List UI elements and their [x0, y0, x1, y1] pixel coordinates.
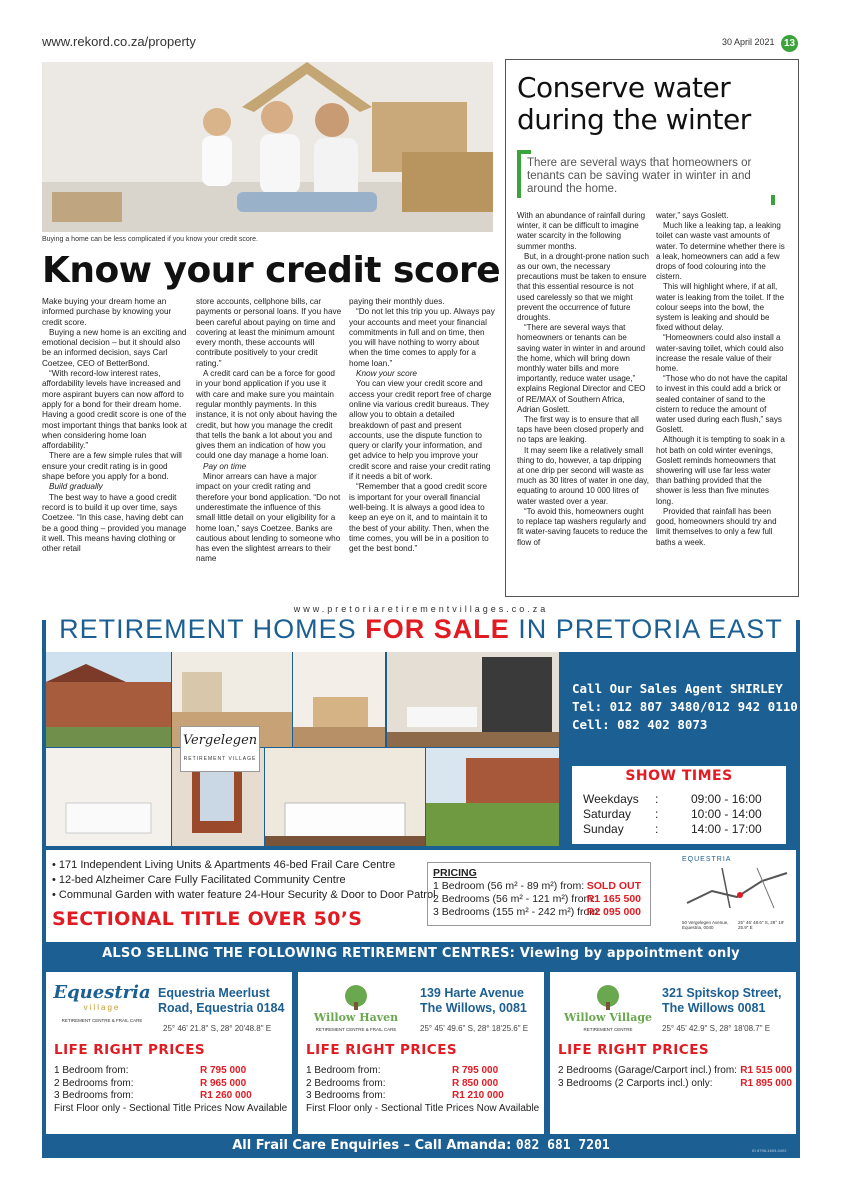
article1-column-2: [196, 297, 342, 565]
centre-coords: 25° 45' 42.9" S, 28° 18'08.7" E: [662, 1024, 771, 1033]
title-part: IN PRETORIA EAST: [518, 614, 783, 644]
time: 09:00 - 16:00: [691, 792, 762, 806]
logo-subtitle: village: [83, 1003, 121, 1012]
price-row: [306, 1065, 542, 1078]
price-desc: 3 Bedrooms (2 Carports incl.) only:: [558, 1077, 713, 1089]
centre-coords: 25° 45' 49.6" S, 28° 18'25.6" E: [420, 1024, 529, 1033]
feature-item: • 12-bed Alzheimer Care Fully Facilitated Community Centre: [52, 874, 346, 886]
price-row: [54, 1065, 290, 1078]
time: 10:00 - 14:00: [691, 807, 762, 821]
location-map: [682, 856, 792, 940]
paragraph: “Remember that a good credit score is important for your overall financial well-being. It is always a good idea to keep an eye on it, and to maintain it to the best of your ability. Then, when the time comes, you will be in a position to get the best bond.”: [349, 482, 489, 554]
price-value: R1 260 000: [200, 1090, 252, 1101]
paragraph: This will highlight where, if at all, water is leaking from the toilet. If the colour seeps into the bowl, the system is leaking and should be fixed without delay.: [656, 282, 785, 333]
price-desc: 2 Bedrooms (Garage/Carport incl.) from:: [558, 1065, 737, 1076]
article1-headline: Know your credit score: [42, 250, 501, 291]
price-desc: 2 Bedrooms (56 m² - 121 m²) from:: [433, 893, 596, 905]
title-for-sale: FOR SALE: [365, 614, 510, 644]
logo-name: Equestria: [53, 982, 151, 1003]
paragraph: Buying a new home is an exciting and emotional decision – but it should also be an informed decision, says Carl Coetzee, CEO of BetterBond.: [42, 327, 187, 368]
bedroom-photo: [265, 748, 425, 846]
separator: :: [655, 807, 659, 821]
map-label: EQUESTRIA: [682, 856, 732, 863]
quote-bar: [517, 150, 521, 198]
life-right-prices-heading: LIFE RIGHT PRICES: [306, 1042, 458, 1058]
tree-icon: [336, 984, 376, 1010]
price-desc: 1 Bedroom (56 m² - 89 m²) from:: [433, 880, 585, 892]
paragraph: Minor arrears can have a major impact on your credit rating and therefore your bond application. “Do not underestimate the influence of this small little detail on your eligibility for a home loan,” says Coetzee. Banks are cautious about lending to someone who has even the slightest arrears to their name: [196, 472, 341, 564]
article1-column-3: [349, 297, 495, 554]
paragraph: With an abundance of rainfall during winter, it can be difficult to imagine water scarcity in the following summer months.: [517, 211, 646, 251]
centre-address: [420, 986, 544, 1016]
subheading: Pay on time: [203, 461, 247, 471]
quote-bar: [517, 150, 531, 154]
price-row: [54, 1078, 290, 1091]
address-line: 139 Harte Avenue: [420, 986, 524, 1000]
logo-name: Willow Haven: [313, 1011, 399, 1024]
price-row: [558, 1065, 794, 1078]
logo-tagline: RETIREMENT CENTRE & FRAIL CARE: [61, 1018, 143, 1023]
day: Weekdays: [583, 792, 639, 806]
price-row: [433, 906, 645, 919]
price-list: [558, 1065, 794, 1090]
family-photo: [42, 62, 493, 232]
price-value: R1 515 000: [740, 1065, 792, 1076]
price-row: [54, 1090, 290, 1103]
centre-card-willow-haven: [298, 972, 544, 1134]
feature-item: • Communal Garden with water feature 24-Hour Security & Door to Door Patrol: [52, 889, 436, 901]
time: 14:00 - 17:00: [691, 822, 762, 836]
article1-column-1: [42, 297, 188, 554]
contact-phone[interactable]: Tel: 012 807 3480/012 942 0110: [572, 699, 798, 714]
address-line: Road, Equestria 0184: [158, 1001, 285, 1015]
separator: :: [655, 792, 659, 806]
logo-subtitle: RETIREMENT VILLAGE: [183, 756, 257, 762]
logo-name: Willow Village: [563, 1011, 653, 1024]
feature-item: • 171 Independent Living Units & Apartments 46-bed Frail Care Centre: [52, 859, 396, 871]
paragraph: Provided that rainfall has been good, homeowners should try and limit themselves to only a few full baths a week.: [656, 506, 777, 547]
centre-card-equestria: [46, 972, 292, 1134]
show-time-row: [583, 807, 783, 822]
price-value: R 965 000: [200, 1077, 247, 1089]
price-value: R2 095 000: [586, 906, 641, 918]
frail-care-text: All Frail Care Enquiries – Call Amanda:: [232, 1138, 512, 1153]
address-line: 321 Spitskop Street,: [662, 986, 782, 1000]
price-value: R1 165 500: [586, 893, 641, 905]
contact-line: Call Our Sales Agent SHIRLEY: [572, 681, 783, 696]
centre-address: [662, 986, 796, 1016]
paragraph: It may seem like a relatively small thing to do, however, a tap dripping at one drip per second will waste as much as 30 litres of water in one day, equating to around 10 000 litres of water wasted over a year.: [517, 445, 649, 506]
price-desc: 3 Bedrooms from:: [54, 1090, 134, 1101]
map-coords: 25° 46' 48.6" S, 28° 19' 25.9" E: [738, 920, 785, 930]
also-selling-banner: ALSO SELLING THE FOLLOWING RETIREMENT CENTRES: Viewing by appointment only: [102, 946, 740, 961]
address-line: Equestria Meerlust: [158, 986, 270, 1000]
logo-tagline: RETIREMENT CENTRE & FRAIL CARE: [315, 1027, 397, 1032]
subheading: Build gradually: [49, 482, 103, 492]
price-list: [306, 1065, 542, 1115]
paragraph: paying their monthly dues.: [349, 297, 445, 306]
header-date: 30 April 2021: [722, 37, 775, 47]
header-url[interactable]: www.rekord.co.za/property: [42, 34, 196, 49]
map-roads-icon: [682, 863, 792, 913]
quote-bar: [771, 195, 775, 205]
price-row: [306, 1078, 542, 1091]
page-number-badge: 13: [781, 35, 798, 52]
logo-tagline: RETIREMENT CENTRE: [583, 1027, 633, 1032]
pricing-box: [427, 862, 651, 926]
price-row: [433, 880, 645, 893]
price-row: [433, 893, 645, 906]
life-right-prices-heading: LIFE RIGHT PRICES: [558, 1042, 710, 1058]
paragraph: “There are several ways that homeowners or tenants can be saving water in winter in and around the home, which will bring down monthly water bills and more importantly, reduce water usage,” explains Regional Director and CEO of RE/MAX of Southern Africa, Adrian Goslett.: [517, 323, 646, 414]
advert-url[interactable]: www.pretoriaretirementvillages.co.za: [293, 604, 549, 614]
address-line: The Willows 0081: [662, 1001, 766, 1015]
price-row: [558, 1078, 794, 1091]
address-line: The Willows, 0081: [420, 1001, 527, 1015]
lounge-photo: [387, 652, 559, 747]
article2-headline: Conserve water during the winter: [517, 71, 751, 136]
paragraph: You can view your credit score and access your credit report free of charge online via various credit bureaus. They allow you to obtain a detailed breakdown of past and present accounts, use the dispute function to query or clarify your information, and get advice to help you improve your credit score and raise your credit rating if it needs a bit of work.: [349, 379, 492, 482]
paragraph: Much like a leaking tap, a leaking toilet can waste vast amounts of water. To determine whether there is a leak, homeowners can add a few drops of food colouring into the cistern.: [656, 221, 785, 282]
sales-contact: [572, 680, 798, 734]
price-desc: 1 Bedroom from:: [54, 1065, 129, 1076]
price-value: R1 895 000: [740, 1077, 792, 1089]
pricing-label: PRICING: [433, 867, 477, 879]
paragraph: “Do not let this trip you up. Always pay your accounts and meet your financial commitments in full and on time, then you will have nothing to worry about when the time comes to apply for a home loan.”: [349, 307, 495, 368]
tree-icon: [588, 984, 628, 1010]
paragraph: water,” says Goslett.: [656, 211, 729, 220]
price-row: [306, 1090, 542, 1103]
paragraph: A credit card can be a force for good in your bond application if you use it with care and make sure you maintain regular monthly payments. In this instance, it is not only about having the credit, but how you manage the credit that tells the bank a lot about you and gives them an indication of how you could one day manage a home loan.: [196, 369, 338, 461]
equestria-logo: [52, 982, 152, 1023]
garden-photo: [426, 748, 559, 846]
day: Sunday: [583, 822, 624, 836]
building-photo: [46, 652, 171, 747]
title-part: RETIREMENT HOMES: [59, 614, 357, 644]
paragraph: The best way to have a good credit record is to build it up over time, says Coetzee. “In this case, having debt can be a good thing – provided you manage it well. This means having clothing or other retail: [42, 492, 187, 554]
life-right-prices-heading: LIFE RIGHT PRICES: [54, 1042, 206, 1058]
price-note: First Floor only - Sectional Title Prices Now Available: [54, 1102, 288, 1114]
price-value: R 850 000: [452, 1077, 499, 1089]
paragraph: Make buying your dream home an informed purchase by knowing your credit score.: [42, 297, 172, 327]
show-time-row: [583, 822, 783, 837]
logo-name: Vergelegen: [182, 733, 258, 748]
sectional-title-banner: SECTIONAL TITLE OVER 50’S: [52, 908, 363, 930]
advert-title: [46, 614, 796, 645]
subheading: Know your score: [356, 369, 417, 379]
price-desc: 2 Bedrooms from:: [54, 1077, 134, 1089]
price-note: First Floor only - Sectional Title Prices Now Available: [306, 1102, 540, 1114]
bathroom-photo: [46, 748, 171, 846]
price-value: R 795 000: [452, 1065, 499, 1076]
ad-reference: ID 8798-1693-0402: [752, 1148, 787, 1153]
paragraph: “Homeowners could also install a water-saving toilet, which could also increase the resale value of their home.: [656, 333, 784, 374]
price-desc: 1 Bedroom from:: [306, 1065, 381, 1076]
centre-card-willow-village: [550, 972, 796, 1134]
price-value: R 795 000: [200, 1065, 247, 1076]
separator: :: [655, 822, 659, 836]
willow-haven-logo: [306, 984, 406, 1032]
paragraph: But, in a drought-prone nation such as our own, the necessary precautions must be taken to ensure that this essential resource is not used carelessly so that we might prevent the occurrence of future droughts.: [517, 251, 649, 323]
willow-village-logo: [558, 984, 658, 1032]
map-address: 50 Vergelegen Avenue, Equestria, 0040: [682, 920, 729, 930]
show-time-row: [583, 792, 783, 807]
price-value: SOLD OUT: [586, 880, 641, 892]
show-times-title: SHOW TIMES: [625, 768, 733, 784]
price-desc: 2 Bedrooms from:: [306, 1077, 386, 1089]
paragraph: “Those who do not have the capital to invest in this could add a brick or sealed container of sand to the cistern to reduce the amount of water used during each flush,” says Goslett.: [656, 374, 788, 435]
price-desc: 3 Bedrooms (155 m² - 242 m²) from:: [433, 906, 602, 918]
paragraph: The first way is to ensure that all taps have been closed properly and no taps are leaking.: [517, 415, 644, 445]
photo-caption: Buying a home can be less complicated if you know your credit score.: [42, 236, 258, 243]
article2-column-1: [517, 211, 649, 548]
centre-address: [158, 986, 292, 1016]
price-list: [54, 1065, 290, 1115]
paragraph: Although it is tempting to soak in a hot bath on cold winter evenings, Goslett reminds homeowners that showering will use far less water than bathing provided that the shower is less than five minutes long.: [656, 435, 785, 506]
article2-standfirst: There are several ways that homeowners or tenants can be saving water in winter in and around the home.: [527, 157, 752, 195]
price-desc: 3 Bedrooms from:: [306, 1090, 386, 1101]
vergelegen-logo: [180, 726, 260, 772]
day: Saturday: [583, 807, 632, 821]
show-times-list: [583, 792, 783, 837]
contact-cell[interactable]: Cell: 082 402 8073: [572, 717, 708, 732]
article2-column-2: [656, 211, 788, 548]
frail-care-phone[interactable]: 082 681 7201: [515, 1138, 610, 1153]
paragraph: “With record-low interest rates, affordability levels have increased and more aspirant buyers can now afford to apply for a bond for their dream home. Having a good credit score is one of the most important things that banks look at when considering home loan affordability.”: [42, 369, 187, 451]
feature-list: [52, 858, 436, 903]
centre-coords: 25° 46' 21.8" S, 28° 20'48.8" E: [163, 1024, 272, 1033]
frail-care-banner: [46, 1138, 796, 1153]
paragraph: “To avoid this, homeowners ought to replace tap washers regularly and fit water-saving faucets to reduce the flow of: [517, 506, 648, 547]
paragraph: store accounts, cellphone bills, car payments or personal loans. If you have been careful about paying on time and covering at least the minimum amount every month, these accounts will contribute positively to your credit rating.”: [196, 297, 342, 368]
price-value: R1 210 000: [452, 1090, 504, 1101]
bar-counter-photo: [293, 652, 385, 747]
paragraph: There are a few simple rules that will ensure your credit rating is in good shape before you apply for a bond.: [42, 451, 182, 482]
